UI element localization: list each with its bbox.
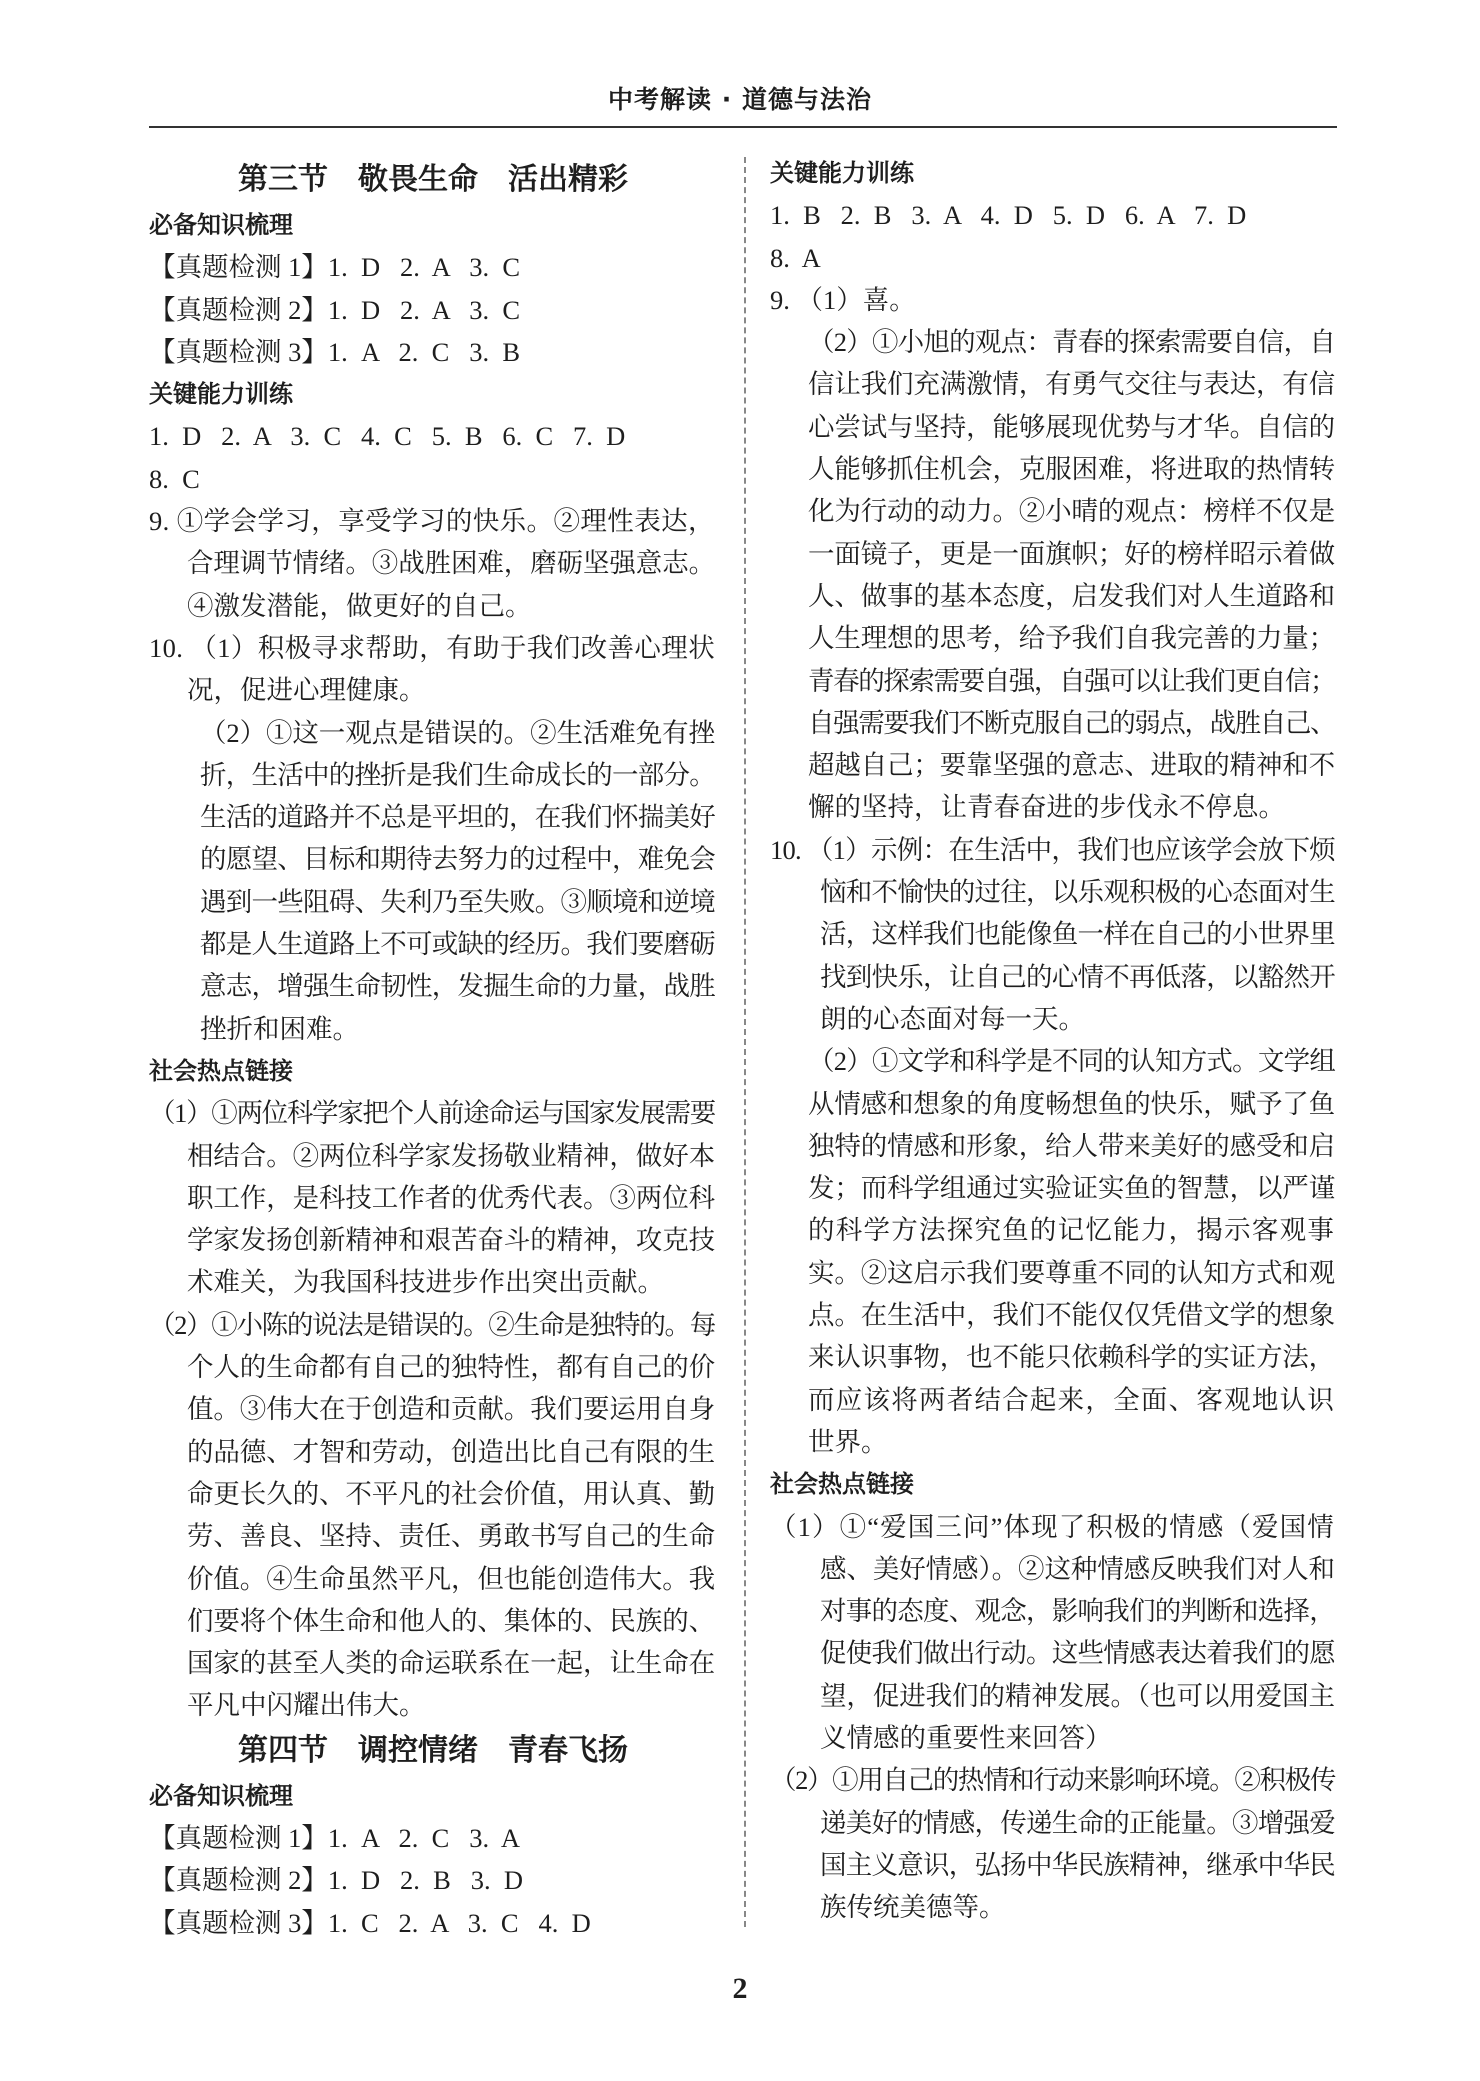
answer-text-line: 而应该将两者结合起来，全面、客观地认识 (808, 1384, 1336, 1415)
question-block (770, 829, 1337, 1040)
answer-text-line: 价值。④生命虽然平凡，但也能创造伟大。我 (187, 1563, 715, 1594)
answer-text-line: 10. （1）积极寻求帮助，有助于我们改善心理状 (149, 632, 716, 663)
answer-text-line: 挫折和困难。 (200, 1013, 359, 1044)
answer-text-line: 找到快乐，让自己的心情不再低落，以豁然开 (820, 961, 1335, 992)
answer-text-line: 朗的心态面对每一天。 (820, 1003, 1085, 1034)
answer-text-line: 学家发扬创新精神和艰苦奋斗的精神，攻克技 (187, 1225, 715, 1256)
sub-block (770, 321, 1337, 829)
answer-text-line: 递美好的情感，传递生命的正能量。③增强爱 (820, 1807, 1335, 1838)
answer-text-line: 族传统美德等。 (820, 1892, 1006, 1923)
answer-text-line: （1）①“爱国三问”体现了积极的情感（爱国情 (770, 1511, 1335, 1542)
section-title: 第三节 敬畏生命 活出精彩 (238, 163, 628, 196)
answer-text-line: 世界。 (808, 1426, 888, 1457)
answer-text-line: 人、做事的基本态度，启发我们对人生道路和 (808, 580, 1335, 611)
answer-text-line: 况，促进心理健康。 (187, 675, 426, 706)
page-number: 2 (732, 1972, 748, 2005)
answer-text-line: 术难关，为我国科技进步作出突出贡献。 (187, 1267, 664, 1298)
answer-text-line: （2）①小旭的观点：青春的探索需要自信，自 (808, 327, 1336, 358)
answer-line: 【真题检测 3】1. C 2. A 3. C 4. D (149, 1907, 591, 1938)
answer-text-line: 们要将个体生命和他人的、集体的、民族的、 (187, 1605, 715, 1636)
sub-block (770, 1040, 1337, 1463)
heading-block (149, 373, 717, 415)
answer-text-line: 从情感和想象的角度畅想鱼的快乐，赋予了鱼 (808, 1088, 1335, 1119)
section-heading: 必备知识梳理 (149, 211, 293, 239)
answer-text-line: 一面镜子，更是一面旗帜；好的榜样昭示着做 (808, 538, 1335, 569)
answer-text-line: 个人的生命都有自己的独特性，都有自己的价 (187, 1352, 715, 1383)
answer-text-line: 实。②这启示我们要尊重不同的认知方式和观 (808, 1257, 1335, 1288)
answer-text-line: 劳、善良、坚持、责任、勇敢书写自己的生命 (187, 1521, 715, 1552)
answer-text-line: 青春的探索需要自强，自强可以让我们更自信； (808, 665, 1336, 696)
answer-text-line: 义情感的重要性来回答） (820, 1722, 1112, 1753)
title-block (149, 1727, 717, 1775)
answer-text-line: 恼和不愉快的过往，以乐观积极的心态面对生 (820, 877, 1335, 908)
answer-text-line: 合理调节情绪。③战胜困难，磨砺坚强意志。 (187, 548, 715, 579)
question-block (149, 1092, 717, 1303)
answer-text-line: 点。在生活中，我们不能仅仅凭借文学的想象 (808, 1300, 1335, 1331)
answer-text-line: 的愿望、目标和期待去努力的过程中，难免会 (200, 844, 715, 875)
answer-text-line: 化为行动的动力。②小晴的观点：榜样不仅是 (808, 496, 1335, 527)
answer-text-line: 折，生活中的挫折是我们生命成长的一部分。 (200, 759, 715, 790)
answer-text-line: 9. ①学会学习，享受学习的快乐。②理性表达， (149, 506, 715, 537)
answer-text-line: 的品德、才智和劳动，创造出比自己有限的生 (187, 1436, 715, 1467)
answer-text-line: 遇到一些阻碍、失利乃至失败。③顺境和逆境 (200, 886, 715, 917)
answer-text-line: 平凡中闪耀出伟大。 (187, 1690, 426, 1721)
answer-text-line: （2）①小陈的说法是错误的。②生命是独特的。每 (149, 1309, 715, 1340)
heading-block (149, 1775, 717, 1817)
header-rule (149, 126, 1337, 128)
answer-text-line: （1）①两位科学家把个人前途命运与国家发展需要 (149, 1098, 715, 1129)
answer-text-line: 感、美好情感）。②这种情感反映我们对人和 (820, 1553, 1335, 1584)
answer-text-line: 促使我们做出行动。这些情感表达着我们的愿 (820, 1638, 1335, 1669)
answer-line: 【真题检测 3】1. A 2. C 3. B (149, 336, 521, 367)
answer-text-line: 来认识事物，也不能只依赖科学的实证方法， (808, 1342, 1335, 1373)
answer-text-line: 相结合。②两位科学家发扬敬业精神，做好本 (187, 1140, 715, 1171)
answer-text-line: 值。③伟大在于创造和贡献。我们要运用自身 (187, 1394, 715, 1425)
answer-text-line: 信让我们充满激情，有勇气交往与表达，有信 (808, 369, 1335, 400)
section-heading: 社会热点链接 (770, 1470, 914, 1499)
title-block (149, 156, 717, 204)
column-divider (744, 157, 746, 1927)
question-block (149, 1304, 717, 1727)
answer-text-line: 发；而科学组通过实验证实鱼的智慧，以严谨 (808, 1173, 1335, 1204)
answer-text-line: 意志，增强生命韧性，发掘生命的力量，战胜 (200, 971, 715, 1002)
answer-text-line: 10. （1）示例：在生活中，我们也应该学会放下烦 (770, 834, 1336, 865)
answer-text-line: 生活的道路并不总是平坦的，在我们怀揣美好 (200, 802, 715, 833)
answer-line: 【真题检测 1】1. D 2. A 3. C (149, 252, 521, 283)
heading-block (149, 204, 717, 246)
answers-block (149, 1817, 717, 1944)
answer-line: 8. A (770, 242, 821, 273)
answer-line: 1. B 2. B 3. A 4. D 5. D 6. A 7. D (770, 200, 1247, 231)
heading-block (770, 152, 1337, 194)
running-header: 中考解读 · 道德与法治 (608, 85, 872, 114)
section-heading: 关键能力训练 (770, 159, 914, 187)
answers-block (149, 415, 717, 500)
answer-text-line: 国家的甚至人类的命运联系在一起，让生命在 (187, 1648, 715, 1679)
question-block (770, 1506, 1337, 1760)
section-heading: 必备知识梳理 (149, 1781, 293, 1810)
question-block (149, 500, 717, 627)
heading-block (770, 1463, 1337, 1505)
answer-text-line: 职工作，是科技工作者的优秀代表。③两位科 (187, 1182, 715, 1213)
answer-line: 【真题检测 2】1. D 2. B 3. D (149, 1865, 523, 1896)
answer-text-line: 的科学方法探究鱼的记忆能力，揭示客观事 (808, 1215, 1336, 1246)
answer-line: 9. （1）喜。 (770, 284, 916, 315)
answer-text-line: （2）①文学和科学是不同的认知方式。文学组 (808, 1046, 1336, 1077)
sub-block (149, 712, 717, 1050)
heading-block (149, 1050, 717, 1092)
answer-text-line: ④激发潜能，做更好的自己。 (187, 590, 532, 621)
answer-line: 【真题检测 2】1. D 2. A 3. C (149, 294, 521, 325)
answer-text-line: 人生理想的思考，给予我们自我完善的力量； (808, 623, 1335, 654)
answer-text-line: 懈的坚持，让青春奋进的步伐永不停息。 (808, 792, 1285, 823)
answer-text-line: 国主义意识，弘扬中华民族精神，继承中华民 (820, 1849, 1335, 1880)
section-heading: 关键能力训练 (149, 380, 293, 409)
answer-text-line: 独特的情感和形象，给人带来美好的感受和启 (808, 1130, 1335, 1161)
answers-block (770, 194, 1337, 321)
answer-line: 【真题检测 1】1. A 2. C 3. A (149, 1822, 521, 1853)
answer-line: 8. C (149, 463, 200, 494)
answer-text-line: 对事的态度、观念，影响我们的判断和选择， (820, 1596, 1335, 1627)
section-title: 第四节 调控情绪 青春飞扬 (238, 1733, 628, 1767)
question-block (149, 627, 717, 712)
answer-text-line: （2）①这一观点是错误的。②生活难免有挫 (200, 717, 715, 748)
answers-block (149, 246, 717, 373)
question-block (770, 1759, 1337, 1928)
answer-text-line: 人能够抓住机会，克服困难，将进取的热情转 (808, 454, 1335, 485)
answer-text-line: 活，这样我们也能像鱼一样在自己的小世界里 (820, 919, 1335, 950)
right-column (770, 152, 1337, 1928)
left-column (149, 156, 717, 1944)
answer-text-line: 望，促进我们的精神发展。（也可以用爱国主 (820, 1680, 1335, 1711)
answer-text-line: 都是人生道路上不可或缺的经历。我们要磨砺 (200, 929, 715, 960)
answer-text-line: 超越自己；要靠坚强的意志、进取的精神和不 (808, 750, 1335, 781)
answer-text-line: （2）①用自己的热情和行动来影响环境。②积极传 (770, 1765, 1335, 1796)
answer-text-line: 自强需要我们不断克服自己的弱点，战胜自己、 (808, 707, 1336, 738)
answer-line: 1. D 2. A 3. C 4. C 5. B 6. C 7. D (149, 421, 626, 452)
answer-text-line: 心尝试与坚持，能够展现优势与才华。自信的 (808, 411, 1335, 442)
section-heading: 社会热点链接 (149, 1056, 293, 1085)
answer-text-line: 命更长久的、不平凡的社会价值，用认真、勤 (187, 1478, 715, 1509)
